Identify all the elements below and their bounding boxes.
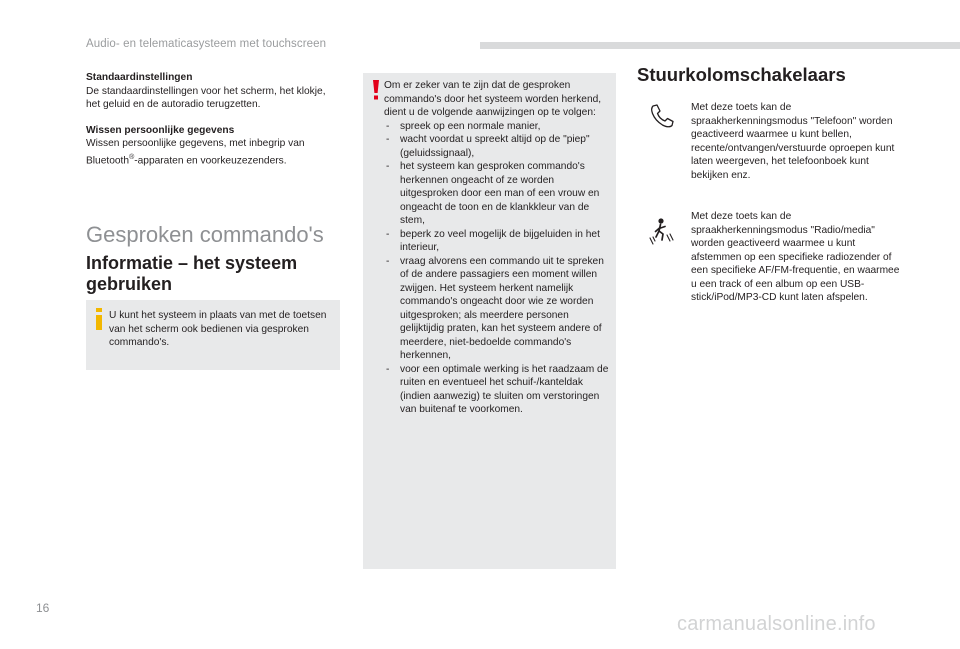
wipe-body-before: Wissen persoonlijke gegevens, met inbegrip van Bluetooth (86, 138, 305, 166)
header-bar (480, 42, 960, 49)
phone-icon (647, 101, 677, 131)
page-number: 16 (36, 601, 50, 615)
warning-box (363, 73, 616, 569)
page-header-title: Audio- en telematicasysteem met touchscreen (86, 38, 327, 50)
voice-command-icon (647, 216, 677, 246)
defaults-paragraph (86, 71, 340, 112)
defaults-heading: Standaardinstellingen (86, 72, 193, 83)
site-watermark: carmanualsonline.info (677, 613, 876, 635)
warning-item: - vraag alvorens een commando uit te spreken of de andere passagiers een moment willen zwijgen. Het systeem herkent namelijk commando's ongeacht door wie ze worden uitgesproken; als meerdere personen gelijktijdig praten, kan het systeem andere of meerdere, niet-bedoelde commando's herkennen, (384, 255, 610, 363)
registered-mark: ® (129, 153, 135, 161)
warning-icon (372, 80, 380, 100)
warning-item: - het systeem kan gesproken commando's herkennen ongeacht of ze worden uitgesproken door een man of een vrouw en ongeacht de toon en de klankkleur van de stem, (384, 160, 610, 228)
warning-text (384, 79, 610, 417)
subsection-title: Informatie – het systeem gebruiken (86, 253, 298, 294)
section-title-steering-controls: Stuurkolomschakelaars (637, 64, 846, 85)
warning-intro: Om er zeker van te zijn dat de gesproken commando's door het systeem worden herkend, dient u de volgende aanwijzingen op te volgen: (384, 80, 602, 118)
defaults-body: De standaardinstellingen voor het scherm, het klokje, het geluid en de autoradio terugzetten. (86, 85, 326, 110)
voice-control-text: Met deze toets kan de spraakherkenningsmodus "Radio/media" worden geactiveerd waarmee u kunt afstemmen op een specifieke radiozender of een specifieke AF/FM-frequentie, en waarmee u een track of een album op een USB-stick/iPod/MP3-CD kunt laten afspelen. (691, 211, 900, 303)
phone-control-text: Met deze toets kan de spraakherkenningsmodus "Telefoon" worden geactiveerd waarmee u kunt bellen, recente/ontvangen/verstuurde oproepen kunt laten weergeven, het telefoonboek kunt bekijken enz. (691, 102, 895, 181)
warning-item: - beperk zo veel mogelijk de bijgeluiden in het interieur, (384, 228, 610, 255)
info-text: U kunt het systeem in plaats van met de toetsen van het scherm ook bedienen via gesproken commando's. (109, 310, 327, 348)
info-icon (93, 308, 105, 330)
section-title-voice-commands: Gesproken commando's (86, 222, 324, 247)
warning-item: - voor een optimale werking is het raadzaam de ruiten en eventueel het schuif-/kanteldak (indien aanwezig) te sluiten om verstoringen van buitenaf te voorkomen. (384, 363, 610, 417)
wipe-paragraph (86, 124, 340, 168)
wipe-body-after: -apparaten en voorkeuzezenders. (134, 154, 287, 166)
warning-list (384, 120, 610, 417)
left-column (86, 71, 340, 167)
wipe-heading: Wissen persoonlijke gegevens (86, 124, 235, 136)
info-box (86, 300, 340, 370)
warning-item: - spreek op een normale manier, (384, 120, 610, 134)
warning-item: - wacht voordat u spreekt altijd op de "piep" (geluidssignaal), (384, 133, 610, 160)
